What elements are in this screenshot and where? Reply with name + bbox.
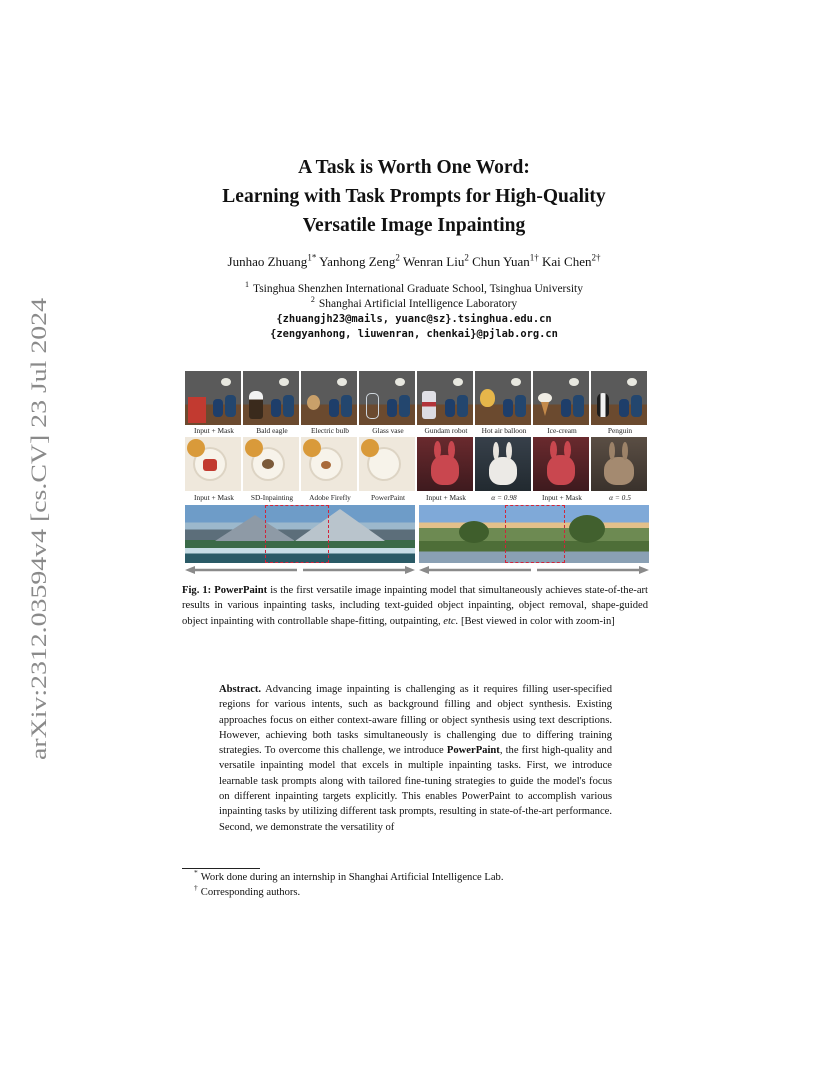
image-food-sd-inpainting <box>243 437 299 491</box>
affiliation-1 <box>150 280 678 295</box>
affiliation-number: 1 <box>244 280 249 290</box>
outpaint-region-border <box>265 505 329 563</box>
caption-etc: etc. <box>443 615 459 627</box>
footnote-2 <box>194 883 301 898</box>
title-line-1: A Task is Worth One Word: <box>298 157 530 178</box>
abstract-model-name: PowerPaint <box>446 745 500 757</box>
abstract-text: Advancing image inpainting is challenging as it requires filling user-specified regions for various intents, such as background filling and object synthesis. Existing approaches focus on either context-aware filling or object synthesis using text descriptions. However, achieving both tasks simultaneously is challenging due to differing training strategies. To overcome this challenge, we introduce <box>219 684 612 757</box>
rabbit-ear-shape <box>506 442 512 460</box>
abstract-heading: Abstract. <box>219 684 262 695</box>
rabbit-ear-shape <box>434 441 441 459</box>
flower-shape <box>221 378 231 386</box>
jar-shape <box>387 399 397 417</box>
tree-shape <box>569 515 605 543</box>
right-arrow-head <box>639 566 649 574</box>
image-glass-vase <box>359 371 415 425</box>
arxiv-identifier: arXiv:2312.03594v4 [cs.CV] 23 Jul 2024 <box>26 394 51 760</box>
food-shape <box>245 439 263 457</box>
mask-region <box>203 459 217 471</box>
row2-label: Input + Mask <box>194 493 234 502</box>
title-line-2: Learning with Task Prompts for High-Quality <box>222 186 606 207</box>
jar-shape <box>225 395 236 417</box>
row2-label: α = 0.5 <box>609 493 631 502</box>
caption-tail: [Best viewed in color with zoom-in] <box>460 615 615 627</box>
rabbit-ear-shape <box>609 442 615 460</box>
image-rabbit-alpha-098 <box>475 437 531 491</box>
author-name: Junhao Zhuang <box>227 254 308 269</box>
jar-shape <box>573 395 584 417</box>
right-arrow-head <box>405 566 415 574</box>
image-mountain-outpainting <box>185 505 415 563</box>
flower-shape <box>279 378 289 386</box>
image-landscape-outpainting <box>419 505 649 563</box>
robot-shape <box>422 391 436 419</box>
jar-shape <box>399 395 410 417</box>
food-shape <box>303 439 321 457</box>
figure-label: Fig. 1: <box>182 585 212 596</box>
left-arrow-head <box>419 566 429 574</box>
row2-label: PowerPaint <box>370 493 406 502</box>
row1-label: Gundam robot <box>424 426 468 435</box>
flower-shape <box>511 378 521 386</box>
image-hot-air-balloon <box>475 371 531 425</box>
flower-shape <box>627 378 637 386</box>
row2-label: α = 0.98 <box>491 493 517 502</box>
balloon-shape <box>480 389 495 407</box>
jar-shape <box>213 399 223 417</box>
row1-label: Penguin <box>607 426 633 435</box>
affiliation-2 <box>150 295 678 310</box>
author-name: Yanhong Zeng <box>319 254 396 269</box>
food-shape <box>187 439 205 457</box>
row1-label: Hot air balloon <box>481 426 527 435</box>
image-rabbit-input-mask-1 <box>417 437 473 491</box>
affiliation-text: Shanghai Artificial Intelligence Laboratory <box>318 298 518 310</box>
image-food-powerpaint <box>359 437 415 491</box>
outpainting-arrows <box>185 565 649 575</box>
rabbit-ear-shape <box>564 441 571 459</box>
author-mark: 2† <box>591 252 601 263</box>
rabbit-shape <box>489 457 517 485</box>
penguin-shape <box>597 393 609 417</box>
row1-label: Ice-cream <box>547 426 577 435</box>
jar-shape <box>283 395 294 417</box>
email-line-2: {zengyanhong, liuwenran, chenkai}@pjlab.org.cn <box>270 328 558 340</box>
image-rabbit-input-mask-2 <box>533 437 589 491</box>
image-food-adobe-firefly <box>301 437 357 491</box>
author-name: Chun Yuan <box>472 254 530 269</box>
rabbit-ear-shape <box>550 441 557 459</box>
author-mark: 2 <box>395 252 400 263</box>
jar-shape <box>631 395 642 417</box>
footnote-mark: † <box>194 883 198 893</box>
left-arrow-head <box>185 566 195 574</box>
author-mark: 2 <box>464 252 469 263</box>
jar-shape <box>561 399 571 417</box>
image-gundam-robot <box>417 371 473 425</box>
jar-shape <box>515 395 526 417</box>
flower-shape <box>395 378 405 386</box>
abstract <box>219 682 612 835</box>
rabbit-mask-shape <box>547 455 575 485</box>
affiliation-text: Tsinghua Shenzhen International Graduate School, Tsinghua University <box>252 283 583 295</box>
eagle-shape <box>249 391 263 419</box>
food-shape <box>361 439 379 457</box>
image-ice-cream <box>533 371 589 425</box>
footnote-text: Work done during an internship in Shanghai Artificial Intelligence Lab. <box>200 872 504 883</box>
abstract-text: , the first high-quality and versatile inpainting model that excels in multiple inpainting tasks. First, we introduce learnable task prompts along with tailored fine-tuning strategies to guide the model's focus on different inpainting targets explicitly. This enables PowerPaint to accomplish various inpainting tasks by utilizing different task prompts, resulting in state-of-the-art performance. Second, we demonstrate the versatility of <box>219 745 612 833</box>
rabbit-shape <box>604 457 634 485</box>
jar-shape <box>619 399 629 417</box>
paper-title <box>150 153 678 240</box>
caption-model-name: PowerPaint <box>214 585 268 596</box>
row1-label: Bald eagle <box>256 426 288 435</box>
rabbit-ear-shape <box>622 442 628 460</box>
footnote-text: Corresponding authors. <box>200 887 301 898</box>
arxiv-stamp <box>16 295 56 765</box>
row2-label: SD-Inpainting <box>250 493 294 502</box>
row2-label: Adobe Firefly <box>309 493 351 502</box>
jar-shape <box>445 399 455 417</box>
author-list <box>150 254 678 270</box>
image-bald-eagle <box>243 371 299 425</box>
footnote-mark: * <box>194 868 198 878</box>
image-input-mask-still-life <box>185 371 241 425</box>
tree-shape <box>459 521 489 543</box>
row1-label: Electric bulb <box>311 426 349 435</box>
rabbit-ear-shape <box>448 441 455 459</box>
food-shape <box>321 461 331 469</box>
jar-shape <box>341 395 352 417</box>
row1-label: Input + Mask <box>194 426 234 435</box>
author-name: Wenran Liu <box>402 254 465 269</box>
image-electric-bulb <box>301 371 357 425</box>
flower-shape <box>569 378 579 386</box>
author-mark: 1† <box>529 252 539 263</box>
mask-region <box>188 397 206 423</box>
image-food-input-mask <box>185 437 241 491</box>
flower-shape <box>337 378 347 386</box>
jar-shape <box>503 399 513 417</box>
email-line-1: {zhuangjh23@mails, yuanc@sz}.tsinghua.edu.cn <box>276 313 552 325</box>
bulb-shape <box>307 395 320 410</box>
row1-label: Glass vase <box>372 426 404 435</box>
outpaint-region-border <box>505 505 565 563</box>
figure-caption <box>182 583 648 629</box>
row2-label: Input + Mask <box>426 493 466 502</box>
jar-shape <box>457 395 468 417</box>
image-rabbit-alpha-05 <box>591 437 647 491</box>
rabbit-ear-shape <box>493 442 499 460</box>
arxiv-stamp-svg <box>16 295 56 765</box>
jar-shape <box>329 399 339 417</box>
cone-shape <box>541 402 549 416</box>
footnote-1 <box>194 868 504 883</box>
jar-shape <box>271 399 281 417</box>
title-line-3: Versatile Image Inpainting <box>302 215 526 236</box>
food-shape <box>262 459 274 469</box>
vase-shape <box>366 393 379 419</box>
teaser-figure <box>185 371 649 574</box>
caption-text: is the first versatile image inpainting model that simultaneously achieves state-of-the-art results in various inpainting tasks, including text-guided object inpainting, object removal, shape-guided object inpainting with controllable shape-fitting, outpainting, <box>182 585 648 627</box>
rabbit-mask-shape <box>431 455 459 485</box>
author-mark: 1* <box>307 252 317 263</box>
row2-label: Input + Mask <box>542 493 582 502</box>
affiliation-number: 2 <box>310 295 315 305</box>
image-penguin <box>591 371 647 425</box>
author-name: Kai Chen <box>542 254 592 269</box>
flower-shape <box>453 378 463 386</box>
